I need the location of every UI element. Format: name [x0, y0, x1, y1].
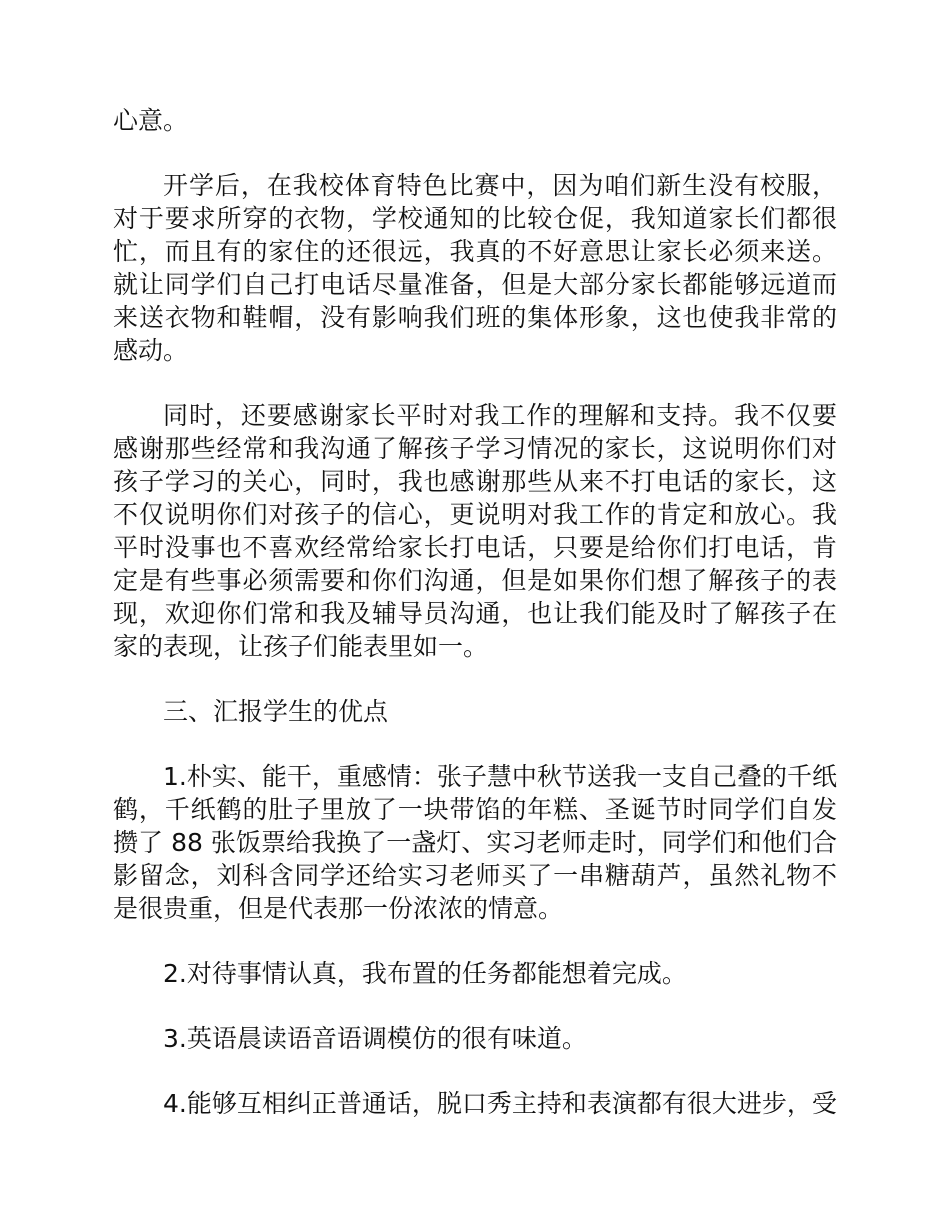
paragraph-school-uniform: 开学后，在我校体育特色比赛中，因为咱们新生没有校服，对于要求所穿的衣物，学校通知的比较仓促，我知道家长们都很忙，而且有的家住的还很远，我真的不好意思让家长必须来送。就让同学们自己打电话尽量准备，但是大部分家长都能够远道而来送衣物和鞋帽，没有影响我们班的集体形象，这也使我非常的感动。	[113, 171, 837, 365]
list-item-strength-1: 1.朴实、能干，重感情：张子慧中秋节送我一支自己叠的千纸鹤，千纸鹤的肚子里放了一块带馅的年糕、圣诞节时同学们自发攒了 88 张饭票给我换了一盏灯、实习老师走时，同学们和他们合影留念，刘科含同学还给实习老师买了一串糖葫芦，虽然礼物不是很贵重，但是代表那一份浓浓的情意。	[113, 762, 837, 923]
list-item-strength-3: 3.英语晨读语音语调模仿的很有味道。	[163, 1024, 587, 1053]
document-page	[113, 104, 837, 1120]
list-item-strength-2: 2.对待事情认真，我布置的任务都能想着完成。	[163, 959, 687, 988]
section-heading-student-strengths: 三、汇报学生的优点	[163, 697, 389, 726]
paragraph-thanks-parents: 同时，还要感谢家长平时对我工作的理解和支持。我不仅要感谢那些经常和我沟通了解孩子学习情况的家长，这说明你们对孩子学习的关心，同时，我也感谢那些从来不打电话的家长，这不仅说明你们对孩子的信心，更说明对我工作的肯定和放心。我平时没事也不喜欢经常给家长打电话，只要是给你们打电话，肯定是有些事必须需要和你们沟通，但是如果你们想了解孩子的表现，欢迎你们常和我及辅导员沟通，也让我们能及时了解孩子在家的表现，让孩子们能表里如一。	[113, 401, 837, 661]
paragraph-intro-end: 心意。	[113, 106, 189, 135]
list-item-strength-4: 4.能够互相纠正普通话，脱口秀主持和表演都有很大进步，受	[163, 1089, 837, 1118]
